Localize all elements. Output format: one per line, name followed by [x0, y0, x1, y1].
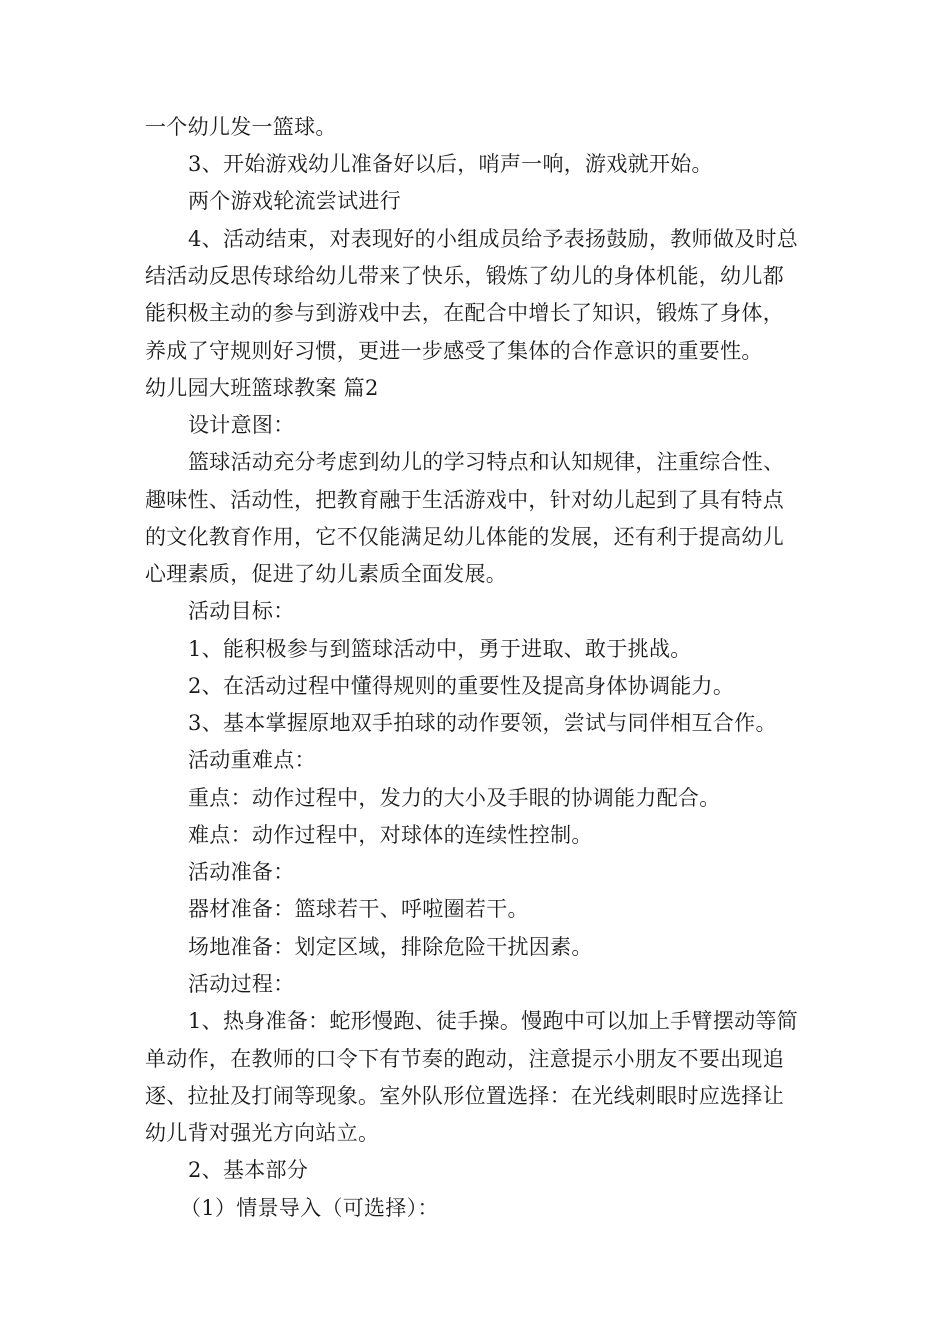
text-line: 篮球活动充分考虑到幼儿的学习特点和认知规律，注重综合性、	[188, 450, 785, 474]
text-line: 2、在活动过程中懂得规则的重要性及提高身体协调能力。	[188, 674, 735, 698]
text-line: 重点：动作过程中，发力的大小及手眼的协调能力配合。	[188, 786, 721, 810]
section-heading: 幼儿园大班篮球教案 篇2	[145, 376, 379, 400]
text-line: 活动过程：	[188, 972, 295, 996]
text-line: 场地准备：划定区域，排除危险干扰因素。	[188, 935, 593, 959]
text-line: 3、基本掌握原地双手拍球的动作要领，尝试与同伴相互合作。	[188, 711, 777, 735]
text-line: 一个幼儿发一篮球。	[145, 115, 337, 139]
text-line: 1、热身准备：蛇形慢跑、徒手操。慢跑中可以加上手臂摆动等简	[188, 1009, 799, 1033]
text-line: （1）情景导入（可选择）：	[180, 1196, 439, 1220]
text-line: 结活动反思传球给幼儿带来了快乐，锻炼了幼儿的身体机能，幼儿都	[145, 264, 784, 288]
text-line: 逐、拉扯及打闹等现象。室外队形位置选择：在光线刺眼时应选择让	[145, 1084, 784, 1108]
text-line: 设计意图：	[188, 413, 295, 437]
text-line: 活动重难点：	[188, 748, 316, 772]
text-line: 单动作，在教师的口令下有节奏的跑动，注意提示小朋友不要出现追	[145, 1047, 784, 1071]
text-line: 能积极主动的参与到游戏中去，在配合中增长了知识，锻炼了身体，	[145, 301, 784, 325]
text-line: 2、基本部分	[188, 1158, 309, 1182]
text-line: 幼儿背对强光方向站立。	[145, 1121, 380, 1145]
text-line: 难点：动作过程中，对球体的连续性控制。	[188, 823, 593, 847]
text-line: 趣味性、活动性，把教育融于生活游戏中，针对幼儿起到了具有特点	[145, 488, 784, 512]
text-line: 器材准备：篮球若干、呼啦圈若干。	[188, 897, 529, 921]
text-line: 4、活动结束，对表现好的小组成员给予表扬鼓励，教师做及时总	[188, 227, 799, 251]
text-line: 的文化教育作用，它不仅能满足幼儿体能的发展，还有利于提高幼儿	[145, 525, 784, 549]
text-line: 两个游戏轮流尝试进行	[188, 189, 401, 213]
text-line: 活动目标：	[188, 599, 295, 623]
text-line: 养成了守规则好习惯，更进一步感受了集体的合作意识的重要性。	[145, 339, 763, 363]
text-line: 心理素质，促进了幼儿素质全面发展。	[145, 562, 508, 586]
text-line: 3、开始游戏幼儿准备好以后，哨声一响，游戏就开始。	[188, 152, 713, 176]
text-line: 活动准备：	[188, 860, 295, 884]
text-line: 1、能积极参与到篮球活动中，勇于进取、敢于挑战。	[188, 637, 692, 661]
